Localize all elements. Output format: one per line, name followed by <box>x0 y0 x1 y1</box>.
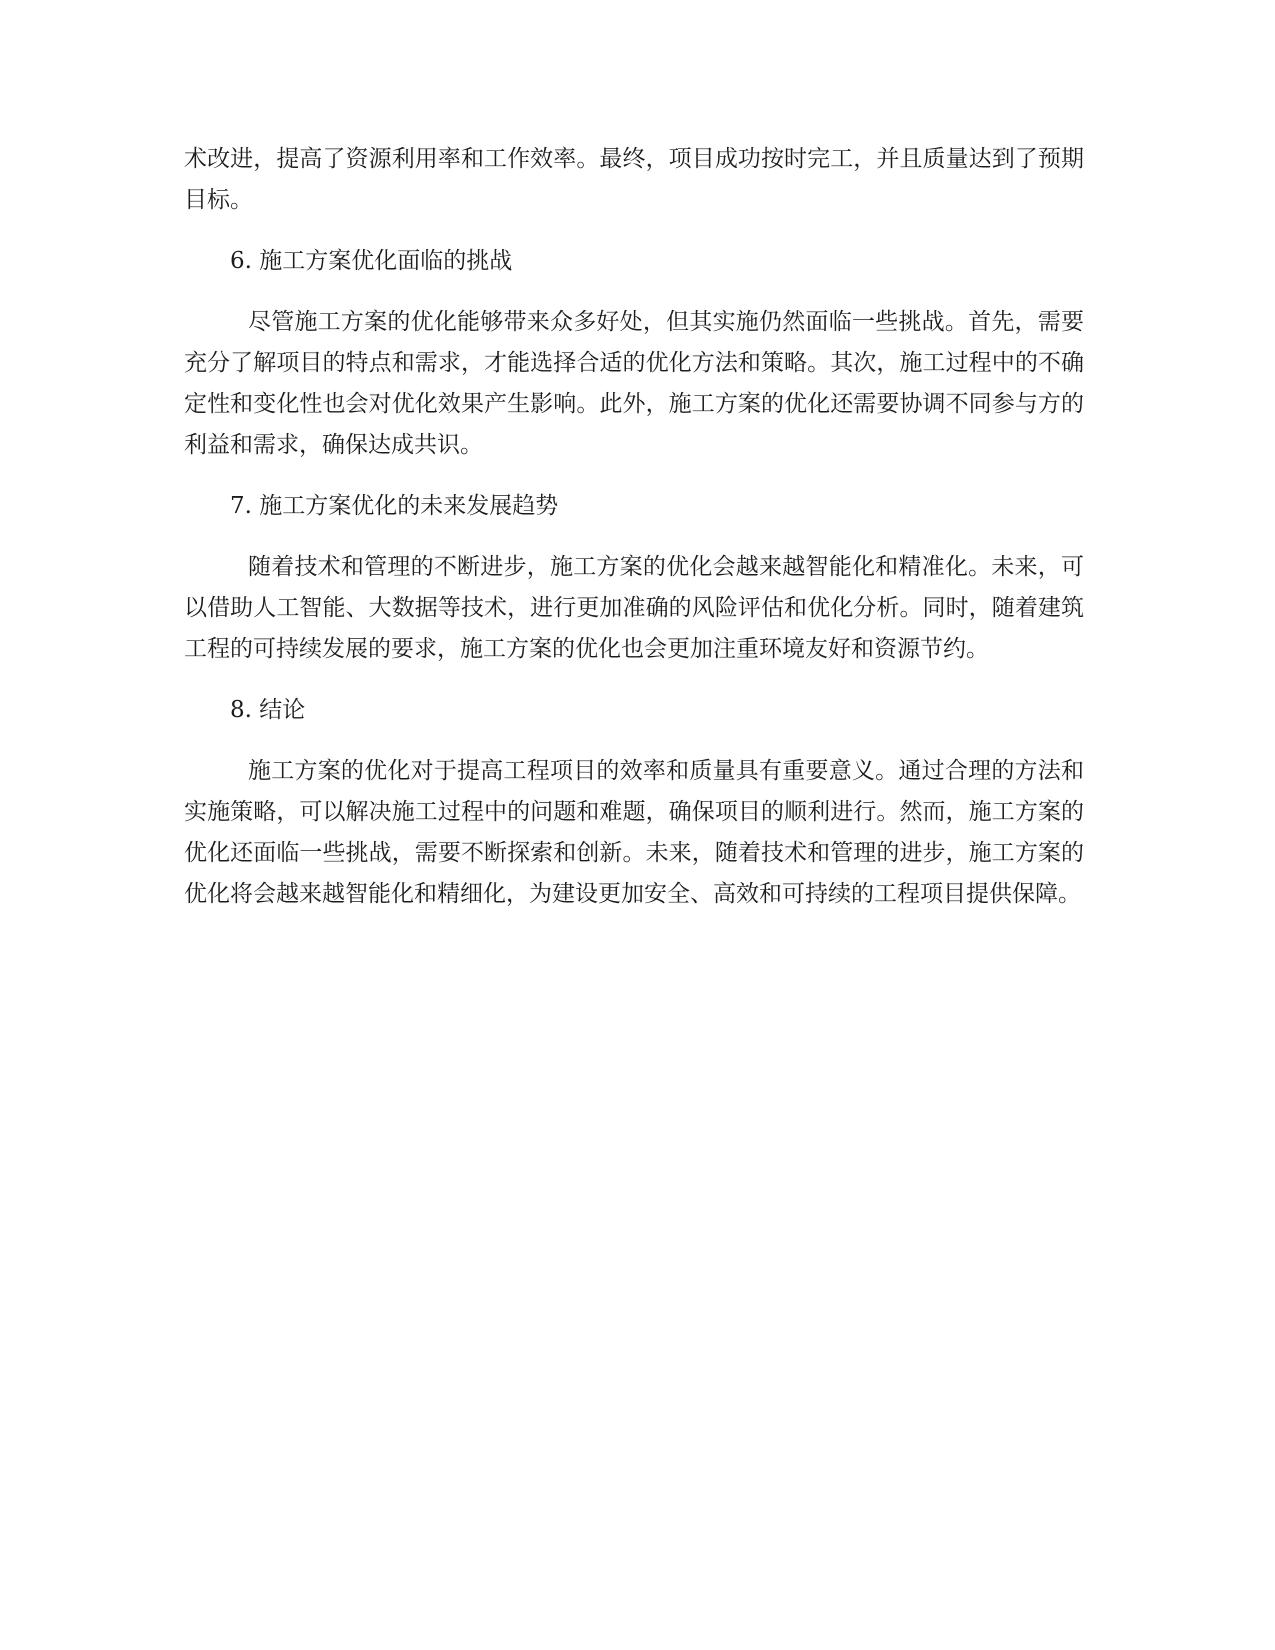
section-heading-8: 8. 结论 <box>230 697 306 723</box>
section-heading-7: 7. 施工方案优化的未来发展趋势 <box>230 493 559 519</box>
section-body-8: 施工方案的优化对于提高工程项目的效率和质量具有重要意义。通过合理的方法和实施策略，可以解决施工过程中的问题和难题，确保项目的顺利进行。然而，施工方案的优化还面临一些挑战，需要不断探索和创新。未来，随着技术和管理的进步，施工方案的优化将会越来越智能化和精细化，为建设更加安全、高效和可持续的工程项目提供保障。 <box>184 758 1084 907</box>
continued-paragraph: 术改进，提高了资源利用率和工作效率。最终，项目成功按时完工，并且质量达到了预期目标。 <box>184 146 1084 213</box>
document-body <box>184 139 1084 935</box>
section-heading-6: 6. 施工方案优化面临的挑战 <box>230 248 513 274</box>
section-body-6: 尽管施工方案的优化能够带来众多好处，但其实施仍然面临一些挑战。首先，需要充分了解项目的特点和需求，才能选择合适的优化方法和策略。其次，施工过程中的不确定性和变化性也会对优化效果产生影响。此外，施工方案的优化还需要协调不同参与方的利益和需求，确保达成共识。 <box>184 309 1084 458</box>
section-body-7: 随着技术和管理的不断进步，施工方案的优化会越来越智能化和精准化。未来，可以借助人工智能、大数据等技术，进行更加准确的风险评估和优化分析。同时，随着建筑工程的可持续发展的要求，施工方案的优化也会更加注重环境友好和资源节约。 <box>184 554 1084 662</box>
